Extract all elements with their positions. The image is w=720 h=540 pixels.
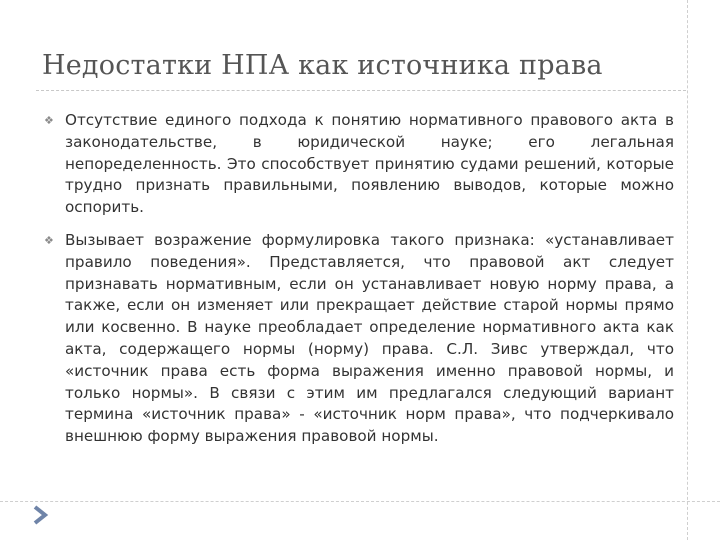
diamond-bullet-icon: ❖ bbox=[44, 233, 54, 247]
slide-right-border bbox=[687, 0, 688, 540]
bullet-list bbox=[38, 110, 674, 459]
bullet-item-1 bbox=[38, 110, 674, 219]
slide-bottom-border bbox=[0, 501, 720, 502]
slide-title: Недостатки НПА как источника права bbox=[42, 50, 603, 81]
next-slide-arrow-icon[interactable] bbox=[30, 504, 52, 526]
bullet-text-1: Отсутствие единого подхода к понятию нормативного правового акта в законодательстве, в юридической науке; его легальная непоределенность. Это способствует принятию судами решений, которые трудно признать правильными, появлению выводов, которые можно оспорить. bbox=[65, 111, 674, 217]
bullet-text-2: Вызывает возражение формулировка такого признака: «устанавливает правило поведения». Представляется, что правовой акт следует признавать нормативным, если он устанавливает новую норму права, а также, если он изменяет или прекращает действие старой нормы прямо или косвенно. В науке преобладает определение нормативного акта как акта, содержащего нормы (норму) права. С.Л. Зивс утверждал, что «источник права есть форма выражения именно правовой нормы, и только нормы». В связи с этим им предлагался следующий вариант термина «источник права» - «источник норм права», что подчеркивало внешнюю форму выражения правовой нормы. bbox=[65, 230, 674, 446]
diamond-bullet-icon: ❖ bbox=[44, 114, 54, 127]
bullet-item-2 bbox=[38, 230, 674, 448]
title-divider bbox=[36, 90, 686, 91]
